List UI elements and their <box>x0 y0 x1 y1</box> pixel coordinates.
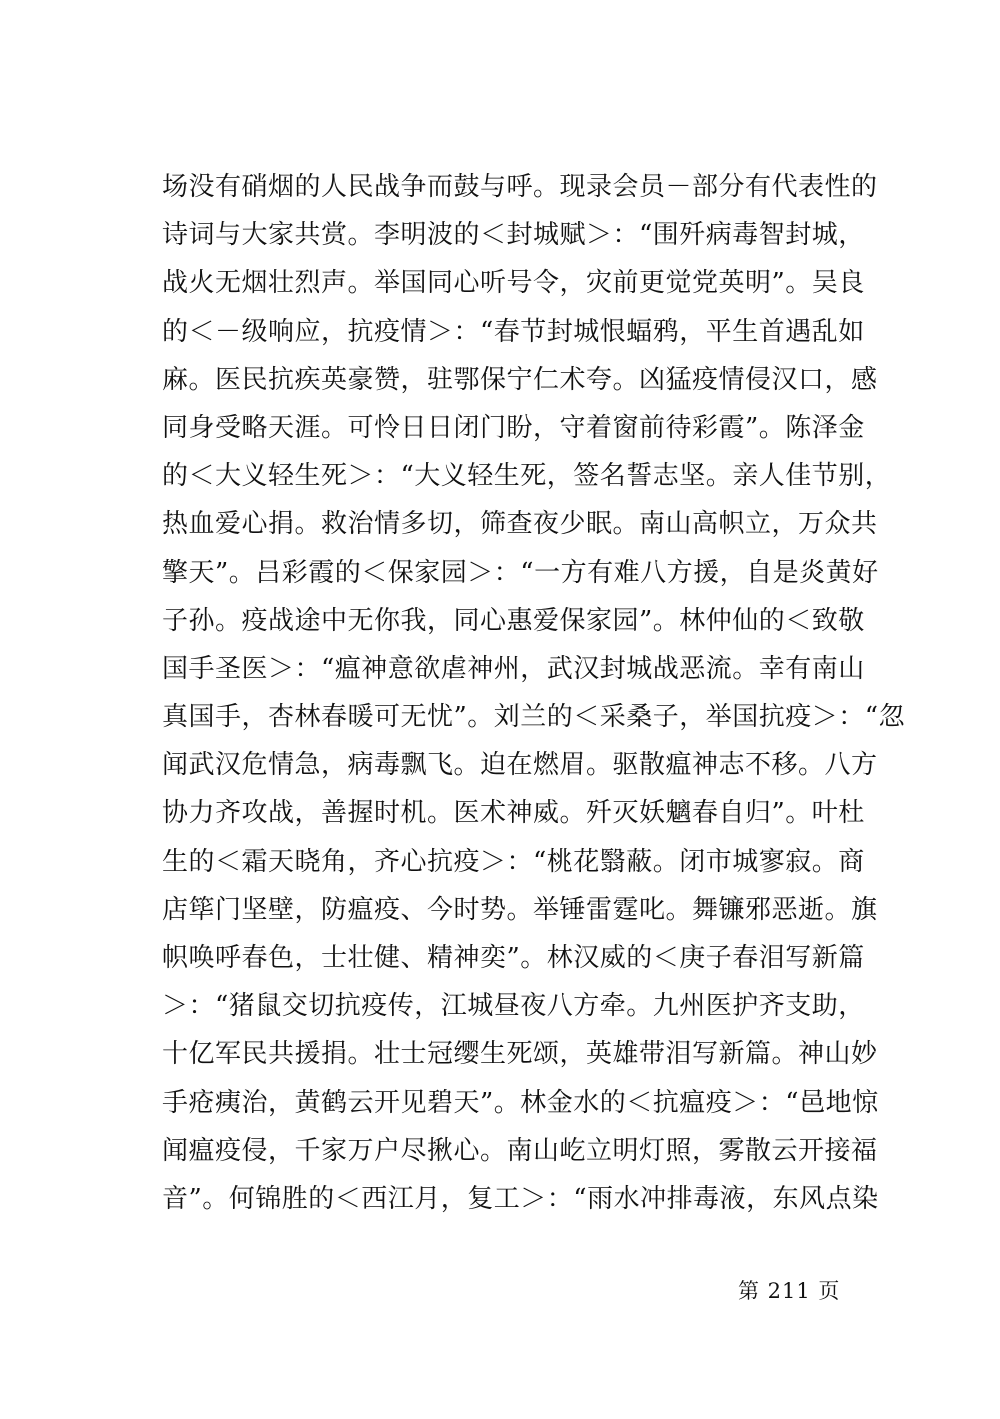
text-line: 真国手，杏林春暖可无忧”。刘兰的＜采桑子，举国抗疫＞：“忽 <box>162 702 906 733</box>
text-line: ＞：“猪鼠交切抗疫传，江城昼夜八方牵。九州医护齐支助， <box>162 991 865 1022</box>
text-line: 场没有硝烟的人民战争而鼓与呼。现录会员－部分有代表性的 <box>162 172 878 202</box>
text-line: 闻武汉危情急，病毒飘飞。迫在燃眉。驱散瘟神志不移。八方 <box>162 750 878 781</box>
text-line: 麻。医民抗疾英豪赞，驻鄂保宁仁术夸。凶猛疫情侵汉口，感 <box>162 364 878 395</box>
text-line: 同身受略天涯。可怜日日闭门盼，守着窗前待彩霞”。陈泽金 <box>162 412 865 443</box>
text-line: 帜唤呼春色，士壮健、精神奕”。林汉威的＜庚子春泪写新篇 <box>162 943 865 973</box>
text-line: 音”。何锦胜的＜西江月，复工＞：“雨水冲排毒液，东风点染 <box>162 1183 879 1214</box>
body-text <box>162 163 906 1223</box>
text-line: 诗词与大家共赏。李明波的＜封城赋＞：“围歼病毒智封城， <box>162 220 865 251</box>
text-line: 生的＜霜天晓角，齐心抗疫＞：“桃花翳蔽。闭市城寥寂。商 <box>162 846 865 877</box>
text-line: 的＜－级响应，抗疫情＞：“春节封城恨蝠鸦，平生首遇乱如 <box>162 316 865 347</box>
text-line: 热血爱心捐。救治情多切，筛查夜少眠。南山高帜立，万众共 <box>162 509 878 540</box>
text-line: 闻瘟疫侵，千家万户尽揪心。南山屹立明灯照，雾散云开接福 <box>162 1135 878 1166</box>
text-line: 子孙。疫战途中无你我，同心惠爱保家园”。林仲仙的＜致敬 <box>162 605 865 636</box>
text-line: 的＜大义轻生死＞：“大义轻生死，签名誓志坚。亲人佳节别， <box>162 461 892 492</box>
text-line: 手疮痍治，黄鹤云开见碧天”。林金水的＜抗瘟疫＞：“邑地惊 <box>162 1087 879 1118</box>
text-line: 擎天”。吕彩霞的＜保家园＞：“一方有难八方援，自是炎黄好 <box>162 557 879 588</box>
text-line: 协力齐攻战，善握时机。医术神威。歼灭妖魑春自归”。叶杜 <box>162 798 865 829</box>
text-line: 国手圣医＞：“瘟神意欲虐神州，武汉封城战恶流。幸有南山 <box>162 653 865 684</box>
text-line: 店筚门坚壁，防瘟疫、今时势。举锤雷霆叱。舞镰邪恶逝。旗 <box>162 894 878 925</box>
text-line: 十亿军民共援捐。壮士冠缨生死颂，英雄带泪写新篇。神山妙 <box>162 1039 878 1070</box>
text-line: 战火无烟壮烈声。举国同心听号令，灾前更觉党英明”。吴良 <box>162 268 865 299</box>
page-number: 第 211 页 <box>738 1279 841 1303</box>
